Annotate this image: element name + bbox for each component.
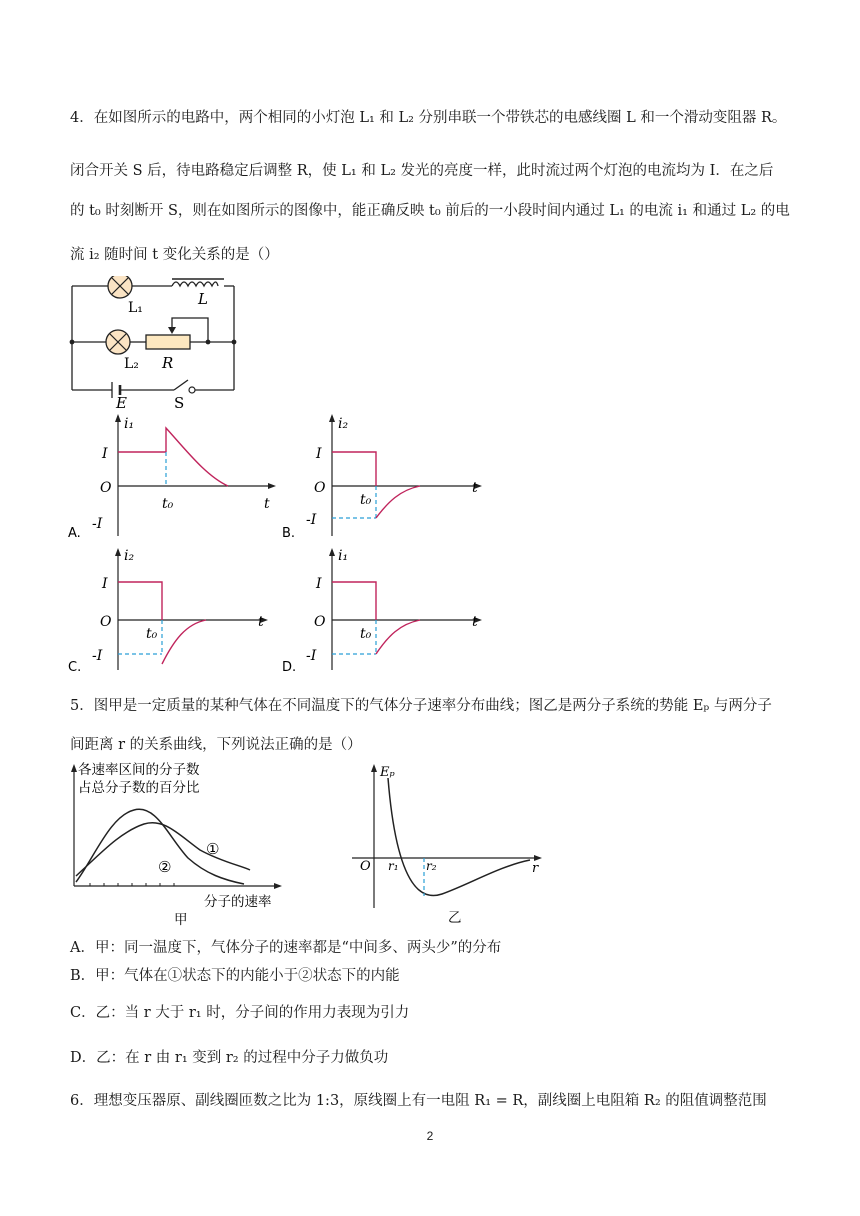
yi-xlabel: r [532, 861, 539, 876]
curve-label-2: ② [158, 858, 172, 876]
graph-option-d [280, 544, 500, 674]
q5-option-c: C．乙：当 r 大于 r₁ 时，分子间的作用力表现为引力 [70, 1005, 410, 1021]
q4-line-4: 流 i₂ 随时间 t 变化关系的是（） [70, 247, 279, 263]
label-l1: L₁ [128, 300, 143, 316]
yi-r1: r₁ [388, 859, 399, 873]
axis-label-y: i₂ [124, 548, 135, 564]
q4-line-2: 闭合开关 S 后，待电路稳定后调整 R，使 L₁ 和 L₂ 发光的亮度一样，此时流过两个灯泡的电流均为 I．在之后 [70, 163, 774, 179]
tick-label-t0: t₀ [146, 626, 158, 642]
axis-label-y: i₁ [124, 416, 135, 432]
tick-label-i: I [316, 576, 322, 592]
label-l2: L₂ [124, 356, 139, 372]
q5-option-b: B．甲：气体在①状态下的内能小于②状态下的内能 [70, 968, 400, 984]
axis-label-t: t [264, 496, 270, 512]
slider-arrow-icon [168, 327, 176, 334]
axis-label-y: i₂ [338, 416, 349, 432]
option-label-a: A. [68, 526, 81, 540]
circuit-diagram [64, 276, 244, 410]
graph-option-c [66, 544, 286, 674]
curve-label-1: ① [206, 840, 220, 858]
label-e: E [116, 394, 127, 410]
jia-ylabel-line2: 占总分子数的百分比 [78, 780, 200, 796]
origin-label: O [100, 614, 112, 630]
q5-option-d: D．乙：在 r 由 r₁ 变到 r₂ 的过程中分子力做负功 [70, 1050, 389, 1066]
axis-label-t: t [258, 614, 264, 630]
option-label-d: D. [282, 660, 297, 674]
yi-r2: r₂ [426, 859, 437, 873]
inductor-coil-icon [172, 282, 218, 286]
lamp-l2-icon [106, 330, 130, 354]
graph-option-b [280, 410, 500, 540]
yi-origin: O [360, 859, 371, 874]
origin-label: O [314, 480, 326, 496]
yi-caption: 乙 [448, 910, 462, 926]
jia-caption: 甲 [174, 912, 188, 928]
q5-line-1: 5．图甲是一定质量的某种气体在不同温度下的气体分子速率分布曲线；图乙是两分子系统的势能 Eₚ 与两分子 [70, 698, 772, 714]
resistor-icon [146, 335, 190, 349]
graph-option-a [66, 410, 286, 540]
axis-label-y: i₁ [338, 548, 349, 564]
tick-label-i: I [102, 446, 108, 462]
tick-label-t0: t₀ [360, 492, 372, 508]
jia-ylabel-line1: 各速率区间的分子数 [78, 762, 200, 778]
q4-line-3: 的 t₀ 时刻断开 S，则在如图所示的图像中，能正确反映 t₀ 前后的一小段时间内通过 L₁ 的电流 i₁ 和通过 L₂ 的电 [70, 203, 790, 219]
origin-label: O [314, 614, 326, 630]
tick-label-i: I [316, 446, 322, 462]
origin-label: O [100, 480, 112, 496]
q5-option-a: A．甲：同一温度下，气体分子的速率都是“中间多、两头少”的分布 [70, 940, 502, 956]
figure-jia-speed-distribution [64, 758, 294, 928]
axis-label-t: t [472, 480, 478, 496]
q5-line-2: 间距离 r 的关系曲线，下列说法正确的是（） [70, 737, 362, 753]
tick-label-neg-i: -I [306, 512, 317, 528]
switch-icon [189, 387, 195, 393]
jia-xlabel: 分子的速率 [204, 894, 272, 910]
tick-label-neg-i: -I [92, 648, 103, 664]
tick-label-t0: t₀ [360, 626, 372, 642]
option-label-c: C. [68, 660, 82, 674]
page-number: 2 [426, 1129, 434, 1143]
label-l: L [198, 290, 208, 308]
tick-label-i: I [102, 576, 108, 592]
q4-line-1: 4．在如图所示的电路中，两个相同的小灯泡 L₁ 和 L₂ 分别串联一个带铁芯的电感线圈 L 和一个滑动变阻器 R。 [70, 110, 787, 126]
label-s: S [174, 394, 185, 410]
tick-label-t0: t₀ [162, 496, 174, 512]
ep-curve [388, 778, 530, 896]
tick-label-neg-i: -I [92, 516, 103, 532]
label-r: R [162, 354, 174, 372]
option-label-b: B. [282, 526, 296, 540]
tick-label-neg-i: -I [306, 648, 317, 664]
yi-ylabel: Eₚ [380, 765, 395, 780]
lamp-l1-icon [108, 276, 132, 298]
figure-yi-potential-energy [350, 758, 560, 928]
q6-line-1: 6．理想变压器原、副线圈匝数之比为 1:3，原线圈上有一电阻 R₁ = R，副线圈上电阻箱 R₂ 的阻值调整范围 [70, 1093, 767, 1109]
axis-label-t: t [472, 614, 478, 630]
